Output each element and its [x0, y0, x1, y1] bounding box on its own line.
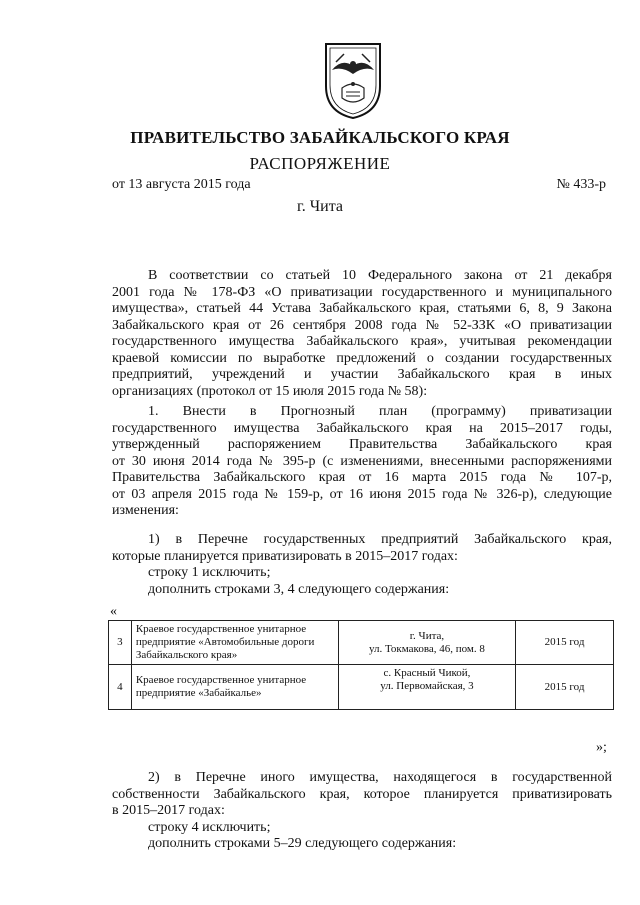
subitem-1-paragraph — [112, 532, 612, 598]
document-type: РАСПОРЯЖЕНИЕ — [249, 154, 391, 173]
subitem-1-remove-line: строку 1 исключить; — [148, 565, 271, 580]
preamble-line: имущества», статьей 44 Устава Забайкальского края, статьями 6, 8, 9 Закона — [112, 301, 612, 316]
item-1-line: государственного имущества Забайкальского края на 2015–2017 годы, — [112, 420, 612, 436]
preamble-line: краевой комиссии по выработке предложений о создании государственных — [112, 350, 612, 366]
enterprise-name-line: предприятие «Автомобильные дороги — [135, 636, 315, 648]
subitem-2-line: в 2015–2017 годах: — [112, 803, 225, 818]
item-1-line: Правительства Забайкальского края от 16 марта 2015 года № 107-р, — [112, 470, 612, 485]
item-1-line: 1. Внести в Прогнозный план (программу) приватизации — [148, 404, 612, 419]
document-city: г. Чита — [296, 198, 343, 215]
row-number: 3 — [109, 621, 132, 665]
preamble-line: организациях (протокол от 15 июля 2015 года № 58): — [112, 383, 428, 399]
item-1-paragraph — [112, 404, 612, 520]
preamble-line: 2001 года № 178-ФЗ «О приватизации государственного и муниципального — [112, 284, 612, 300]
subitem-1-line: 1) в Перечне государственных предприятий Забайкальского края, — [148, 532, 612, 547]
document-date: от 13 августа 2015 года — [112, 177, 251, 192]
preamble-line: предприятий, учреждений и участии Забайкальского края в иных — [112, 367, 612, 382]
subitem-2-remove-line: строку 4 исключить; — [148, 819, 271, 835]
enterprise-name-line: Краевое государственное унитарное — [135, 674, 307, 686]
enterprise-address-line: ул. Первомайская, 3 — [380, 680, 474, 692]
privatization-year: 2015 год — [516, 665, 614, 710]
subitem-1-line: которые планируется приватизировать в 2015–2017 годах: — [112, 548, 458, 564]
item-1-line: утвержденный распоряжением Правительства Забайкальского края — [112, 437, 612, 452]
preamble-line: В соответствии со статьей 10 Федерального закона от 21 декабря — [148, 268, 612, 283]
subitem-2-paragraph — [112, 770, 612, 853]
item-1-line: от 03 апреля 2015 года № 159-р, от 16 июня 2015 года № 326-р), следующие — [112, 486, 612, 502]
enterprises-table — [108, 620, 614, 710]
preamble-paragraph — [112, 268, 612, 400]
enterprise-name-line: Краевое государственное унитарное — [135, 623, 307, 635]
table-row — [109, 621, 614, 665]
enterprise-address — [338, 621, 515, 665]
subitem-2-add-line: дополнить строками 5–29 следующего содержания: — [148, 836, 457, 851]
table-row — [109, 665, 614, 710]
enterprise-address — [338, 665, 515, 710]
enterprise-name — [131, 665, 338, 710]
item-1-line: от 30 июня 2014 года № 395-р (с изменениями, внесенными распоряжениями — [112, 453, 612, 469]
organization-title: ПРАВИТЕЛЬСТВО ЗАБАЙКАЛЬСКОГО КРАЯ — [130, 128, 510, 147]
subitem-2-line: собственности Забайкальского края, которое планируется приватизировать — [112, 786, 612, 802]
enterprise-name — [131, 621, 338, 665]
subitem-2-line: 2) в Перечне иного имущества, находящегося в государственной — [148, 770, 612, 785]
coat-of-arms-emblem — [322, 40, 384, 120]
preamble-line: государственного имущества Забайкальского края», учитывая рекомендации — [112, 334, 612, 349]
subitem-1-add-line: дополнить строками 3, 4 следующего содержания: — [148, 581, 450, 597]
document-number: № 433-р — [556, 177, 606, 192]
enterprise-name-line: предприятие «Забайкалье» — [135, 687, 262, 699]
privatization-year: 2015 год — [516, 621, 614, 665]
item-1-line: изменения: — [112, 503, 179, 518]
enterprise-name-line: Забайкальского края» — [135, 649, 238, 661]
table-quote-open: « — [110, 604, 117, 619]
row-number: 4 — [109, 665, 132, 710]
preamble-line: Забайкальского края от 26 сентября 2008 года № 52-ЗЗК «О приватизации — [112, 317, 612, 333]
table-quote-close: »; — [596, 740, 607, 755]
enterprise-address-line: с. Красный Чикой, — [383, 667, 471, 679]
enterprise-address-line: г. Чита, — [409, 629, 445, 642]
enterprise-address-line: ул. Токмакова, 46, пом. 8 — [369, 642, 485, 655]
